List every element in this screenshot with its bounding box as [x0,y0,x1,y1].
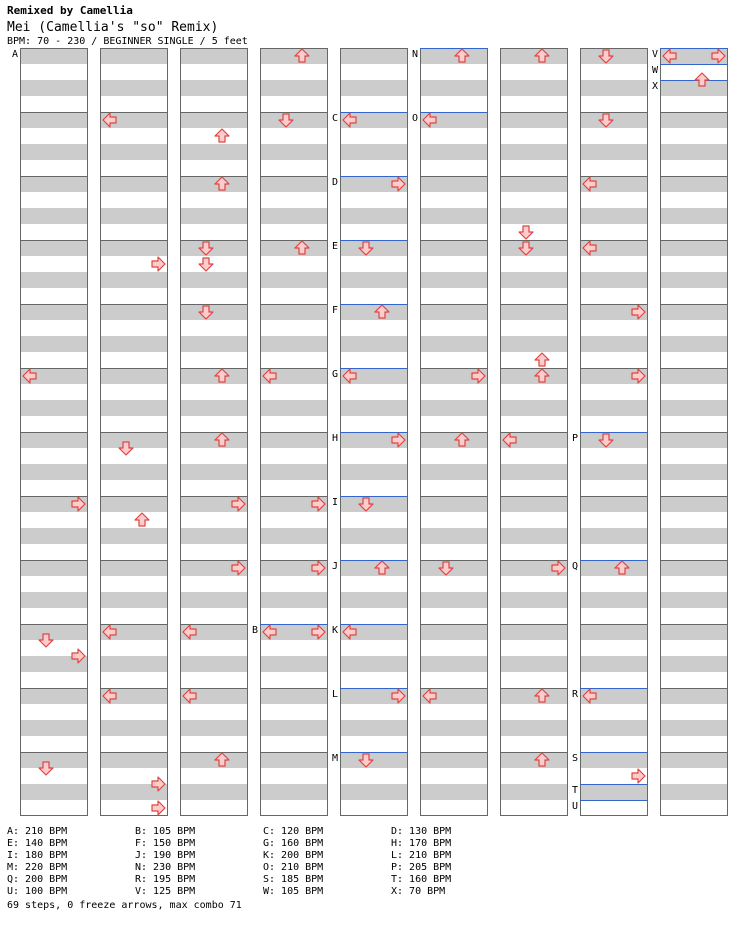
bpm-legend-entry: B: 105 BPM [135,826,196,837]
beat-stripe [420,176,488,192]
bpm-legend-entry: K: 200 BPM [263,850,324,861]
beat-stripe [260,336,328,352]
step-stats: 69 steps, 0 freeze arrows, max combo 71 [7,900,242,911]
beat-stripe [340,528,408,544]
beat-stripe [500,144,568,160]
beat-stripe [580,464,648,480]
beat-stripe [660,784,728,800]
beat-stripe [660,80,728,96]
beat-stripe [20,752,88,768]
beat-stripe [580,528,648,544]
beat-stripe [500,496,568,512]
beat-stripe [340,144,408,160]
bpm-marker-label: V [652,49,659,60]
beat-stripe [660,240,728,256]
beat-stripe [180,400,248,416]
beat-stripe [20,80,88,96]
beat-stripe [20,624,88,640]
beat-stripe [100,560,168,576]
beat-stripe [500,592,568,608]
beat-stripe [180,48,248,64]
beat-stripe [100,208,168,224]
beat-stripe [660,208,728,224]
bpm-marker-label: A [12,49,19,60]
beat-stripe [260,144,328,160]
bpm-legend-entry: N: 230 BPM [135,862,196,873]
beat-stripe [420,48,488,64]
beat-stripe [420,80,488,96]
beat-stripe [420,464,488,480]
beat-stripe [20,112,88,128]
beat-stripe [260,720,328,736]
beat-stripe [180,720,248,736]
beat-stripe [180,112,248,128]
beat-stripe [100,144,168,160]
beat-stripe [100,752,168,768]
beat-stripe [100,432,168,448]
beat-stripe [500,752,568,768]
bpm-legend-entry: J: 190 BPM [135,850,196,861]
beat-stripe [500,688,568,704]
beat-stripe [260,752,328,768]
beat-stripe [500,624,568,640]
bpm-marker-label: T [572,785,579,796]
beat-stripe [260,48,328,64]
beat-stripe [660,688,728,704]
beat-stripe [100,176,168,192]
bpm-marker-label: F [332,305,339,316]
bpm-marker-label: P [572,433,579,444]
beat-stripe [180,176,248,192]
beat-stripe [340,208,408,224]
bpm-marker-label: E [332,241,339,252]
up-arrow-icon [215,129,229,142]
beat-stripe [20,240,88,256]
beat-stripe [20,592,88,608]
beat-stripe [340,752,408,768]
beat-stripe [100,400,168,416]
beat-stripe [20,528,88,544]
beat-stripe [660,368,728,384]
beat-stripe [180,592,248,608]
bpm-legend-entry: S: 185 BPM [263,874,324,885]
bpm-marker-label: K [332,625,339,636]
beat-stripe [660,752,728,768]
beat-stripe [260,784,328,800]
beat-stripe [660,560,728,576]
beat-stripe [420,208,488,224]
beat-stripe [500,80,568,96]
beat-stripe [580,432,648,448]
beat-stripe [180,240,248,256]
beat-stripe [180,752,248,768]
beat-stripe [420,528,488,544]
beat-stripe [100,720,168,736]
beat-stripe [180,208,248,224]
beat-stripe [340,400,408,416]
beat-stripe [580,656,648,672]
beat-stripe [420,784,488,800]
bpm-legend-entry: L: 210 BPM [391,850,452,861]
bpm-legend-entry: P: 205 BPM [391,862,452,873]
bpm-marker-label: B [252,625,259,636]
beat-stripe [500,240,568,256]
beat-stripe [660,112,728,128]
beat-stripe [340,560,408,576]
beat-stripe [20,304,88,320]
beat-stripe [420,272,488,288]
up-arrow-icon [135,513,149,526]
beat-stripe [580,720,648,736]
beat-stripe [500,272,568,288]
beat-stripe [180,304,248,320]
bpm-marker-label: N [412,49,419,60]
beat-stripe [100,368,168,384]
beat-stripe [660,336,728,352]
beat-stripe [20,144,88,160]
down-arrow-icon [519,226,533,239]
beat-stripe [340,464,408,480]
beat-stripe [20,176,88,192]
bpm-legend-entry: D: 130 BPM [391,826,452,837]
beat-stripe [580,144,648,160]
beat-stripe [260,528,328,544]
beat-stripe [660,400,728,416]
beat-stripe [660,624,728,640]
beat-stripe [660,528,728,544]
song-title: Mei (Camellia's "so" Remix) [7,20,219,35]
beat-stripe [20,432,88,448]
beat-stripe [340,80,408,96]
beat-stripe [420,592,488,608]
bpm-marker-label: I [332,497,339,508]
beat-stripe [340,304,408,320]
beat-stripe [180,464,248,480]
beat-stripe [580,496,648,512]
chart-info: BPM: 70 - 230 / BEGINNER SINGLE / 5 feet [7,36,248,47]
beat-stripe [180,528,248,544]
beat-stripe [340,272,408,288]
beat-stripe [500,464,568,480]
beat-stripe [260,112,328,128]
beat-stripe [100,656,168,672]
beat-stripe [260,400,328,416]
beat-stripe [100,464,168,480]
beat-stripe [580,624,648,640]
beat-stripe [100,272,168,288]
beat-stripe [500,336,568,352]
beat-stripe [20,720,88,736]
beat-stripe [580,208,648,224]
beat-stripe [500,784,568,800]
bpm-marker-label: H [332,433,339,444]
beat-stripe [420,304,488,320]
beat-stripe [20,48,88,64]
beat-stripe [180,432,248,448]
beat-stripe [580,560,648,576]
beat-stripe [260,80,328,96]
beat-stripe [580,112,648,128]
bpm-legend-entry: W: 105 BPM [263,886,324,897]
beat-stripe [340,784,408,800]
beat-stripe [340,592,408,608]
beat-stripe [20,464,88,480]
beat-stripe [660,656,728,672]
beat-stripe [420,240,488,256]
bpm-legend-entry: E: 140 BPM [7,838,68,849]
beat-stripe [260,656,328,672]
beat-stripe [500,48,568,64]
beat-stripe [340,240,408,256]
beat-stripe [660,496,728,512]
beat-stripe [500,528,568,544]
bpm-marker-label: J [332,561,339,572]
beat-stripe [420,432,488,448]
bpm-legend-entry: H: 170 BPM [391,838,452,849]
bpm-marker-label: G [332,369,339,380]
beat-stripe [180,144,248,160]
bpm-legend-entry: T: 160 BPM [391,874,452,885]
beat-stripe [420,752,488,768]
beat-stripe [580,784,648,800]
beat-stripe [340,656,408,672]
bpm-legend-entry: A: 210 BPM [7,826,68,837]
beat-stripe [420,400,488,416]
bpm-legend-entry: Q: 200 BPM [7,874,68,885]
beat-stripe [660,592,728,608]
bpm-marker-label: Q [572,561,579,572]
beat-stripe [260,432,328,448]
beat-stripe [260,208,328,224]
beat-stripe [500,656,568,672]
beat-stripe [580,592,648,608]
beat-stripe [20,560,88,576]
bpm-marker-label: D [332,177,339,188]
beat-stripe [100,80,168,96]
bpm-legend-entry: C: 120 BPM [263,826,324,837]
bpm-legend-entry: M: 220 BPM [7,862,68,873]
beat-stripe [500,176,568,192]
beat-stripe [660,720,728,736]
beat-stripe [180,336,248,352]
beat-stripe [340,720,408,736]
beat-stripe [100,240,168,256]
beat-stripe [500,720,568,736]
beat-stripe [500,208,568,224]
beat-stripe [580,752,648,768]
beat-stripe [100,592,168,608]
beat-stripe [260,176,328,192]
beat-stripe [260,688,328,704]
beat-stripe [420,496,488,512]
beat-stripe [20,784,88,800]
beat-stripe [580,336,648,352]
beat-stripe [660,272,728,288]
bpm-legend-entry: V: 125 BPM [135,886,196,897]
bpm-legend-entry: F: 150 BPM [135,838,196,849]
credit-line: Remixed by Camellia [7,4,133,17]
beat-stripe [20,336,88,352]
beat-stripe [500,400,568,416]
beat-stripe [340,496,408,512]
beat-stripe [20,688,88,704]
bpm-marker-label: O [412,113,419,124]
beat-stripe [660,176,728,192]
beat-stripe [180,368,248,384]
beat-stripe [260,464,328,480]
bpm-marker-label: W [652,65,659,76]
beat-stripe [260,304,328,320]
beat-stripe [100,528,168,544]
beat-stripe [180,784,248,800]
beat-stripe [180,80,248,96]
bpm-marker-label: M [332,753,339,764]
beat-stripe [20,400,88,416]
bpm-marker-label: S [572,753,579,764]
beat-stripe [100,304,168,320]
beat-stripe [100,496,168,512]
beat-stripe [420,656,488,672]
beat-stripe [500,112,568,128]
right-arrow-icon [152,801,165,815]
bpm-legend-entry: U: 100 BPM [7,886,68,897]
beat-stripe [260,240,328,256]
beat-stripe [180,272,248,288]
bpm-legend-entry: G: 160 BPM [263,838,324,849]
beat-stripe [100,336,168,352]
beat-stripe [660,304,728,320]
beat-stripe [340,336,408,352]
bpm-marker-label: X [652,81,659,92]
beat-stripe [420,624,488,640]
down-arrow-icon [199,258,213,271]
bpm-legend-entry: R: 195 BPM [135,874,196,885]
beat-stripe [20,208,88,224]
bpm-legend-entry: X: 70 BPM [391,886,446,897]
right-arrow-icon [632,769,645,783]
beat-stripe [420,560,488,576]
bpm-marker-label: U [572,801,579,812]
bpm-legend-entry: I: 180 BPM [7,850,68,861]
beat-stripe [20,272,88,288]
beat-stripe [580,400,648,416]
beat-stripe [500,304,568,320]
beat-stripe [260,592,328,608]
beat-stripe [100,48,168,64]
bpm-marker-label: L [332,689,339,700]
right-arrow-icon [152,257,165,271]
beat-stripe [580,48,648,64]
beat-stripe [580,272,648,288]
beat-stripe [420,720,488,736]
beat-stripe [420,144,488,160]
beat-stripe [180,656,248,672]
bpm-marker-label: C [332,113,339,124]
beat-stripe [660,464,728,480]
beat-stripe [260,272,328,288]
beat-stripe [500,368,568,384]
bpm-legend-entry: O: 210 BPM [263,862,324,873]
up-arrow-icon [535,353,549,366]
beat-stripe [420,336,488,352]
beat-stripe [580,80,648,96]
beat-stripe [340,48,408,64]
bpm-marker-label: R [572,689,579,700]
beat-stripe [660,144,728,160]
beat-stripe [660,432,728,448]
